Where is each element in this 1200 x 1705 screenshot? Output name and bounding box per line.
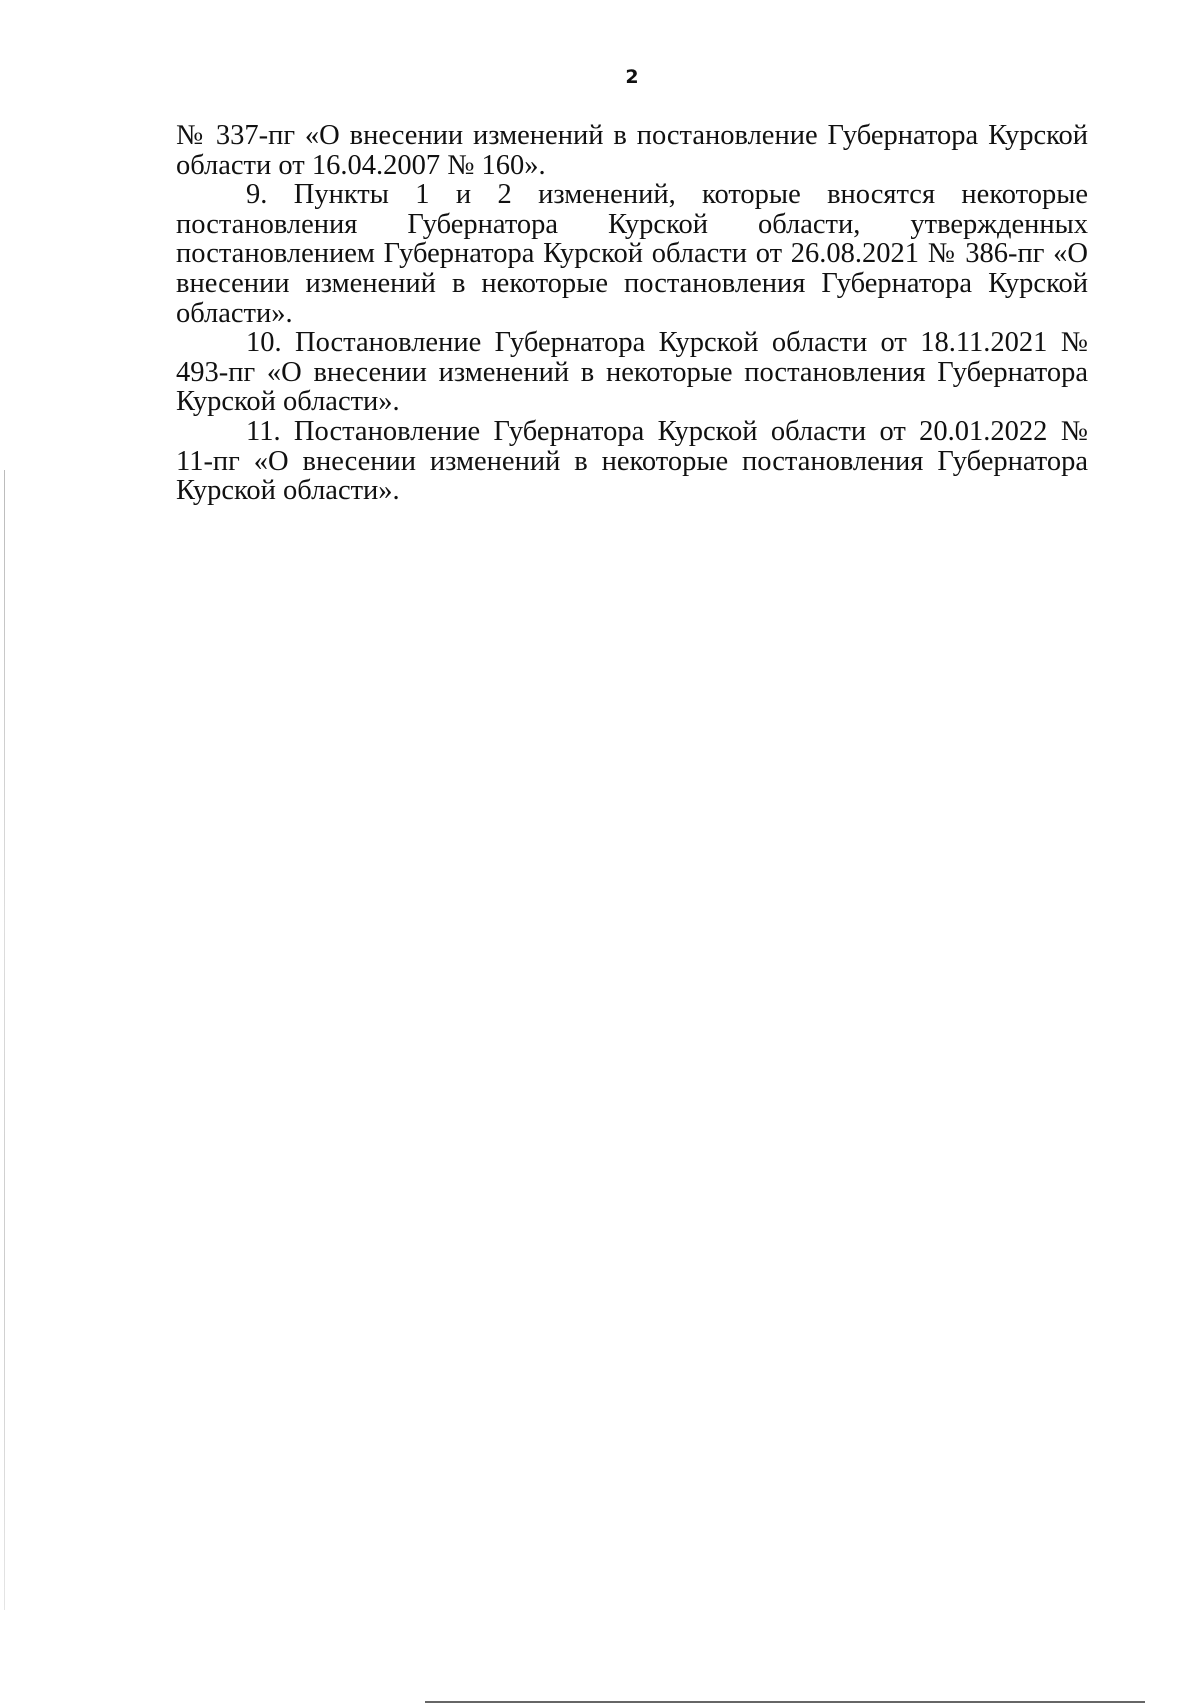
paragraph-continuation: № 337-пг «О внесении изменений в постановление Губернатора Курской области от 16.04.2007 № 160».: [176, 120, 1088, 181]
paragraph-item-9: 9. Пункты 1 и 2 изменений, которые вносятся некоторые постановления Губернатора Курской области, утвержденных постановлением Губернатора Курской области от 26.08.2021 № 386-пг «О внесении изменений в некоторые постановления Губернатора Курской области».: [176, 179, 1088, 329]
scan-edge-bottom: [425, 1701, 1145, 1703]
document-body: [176, 121, 1088, 506]
scan-edge-left: [4, 470, 5, 1610]
paragraph-item-11: 11. Постановление Губернатора Курской области от 20.01.2022 № 11-пг «О внесении изменений в некоторые постановления Губернатора Курской области».: [176, 415, 1088, 507]
paragraph-item-10: 10. Постановление Губернатора Курской области от 18.11.2021 № 493-пг «О внесении изменений в некоторые постановления Губернатора Курской области».: [176, 327, 1088, 418]
page-number: 2: [625, 66, 639, 88]
